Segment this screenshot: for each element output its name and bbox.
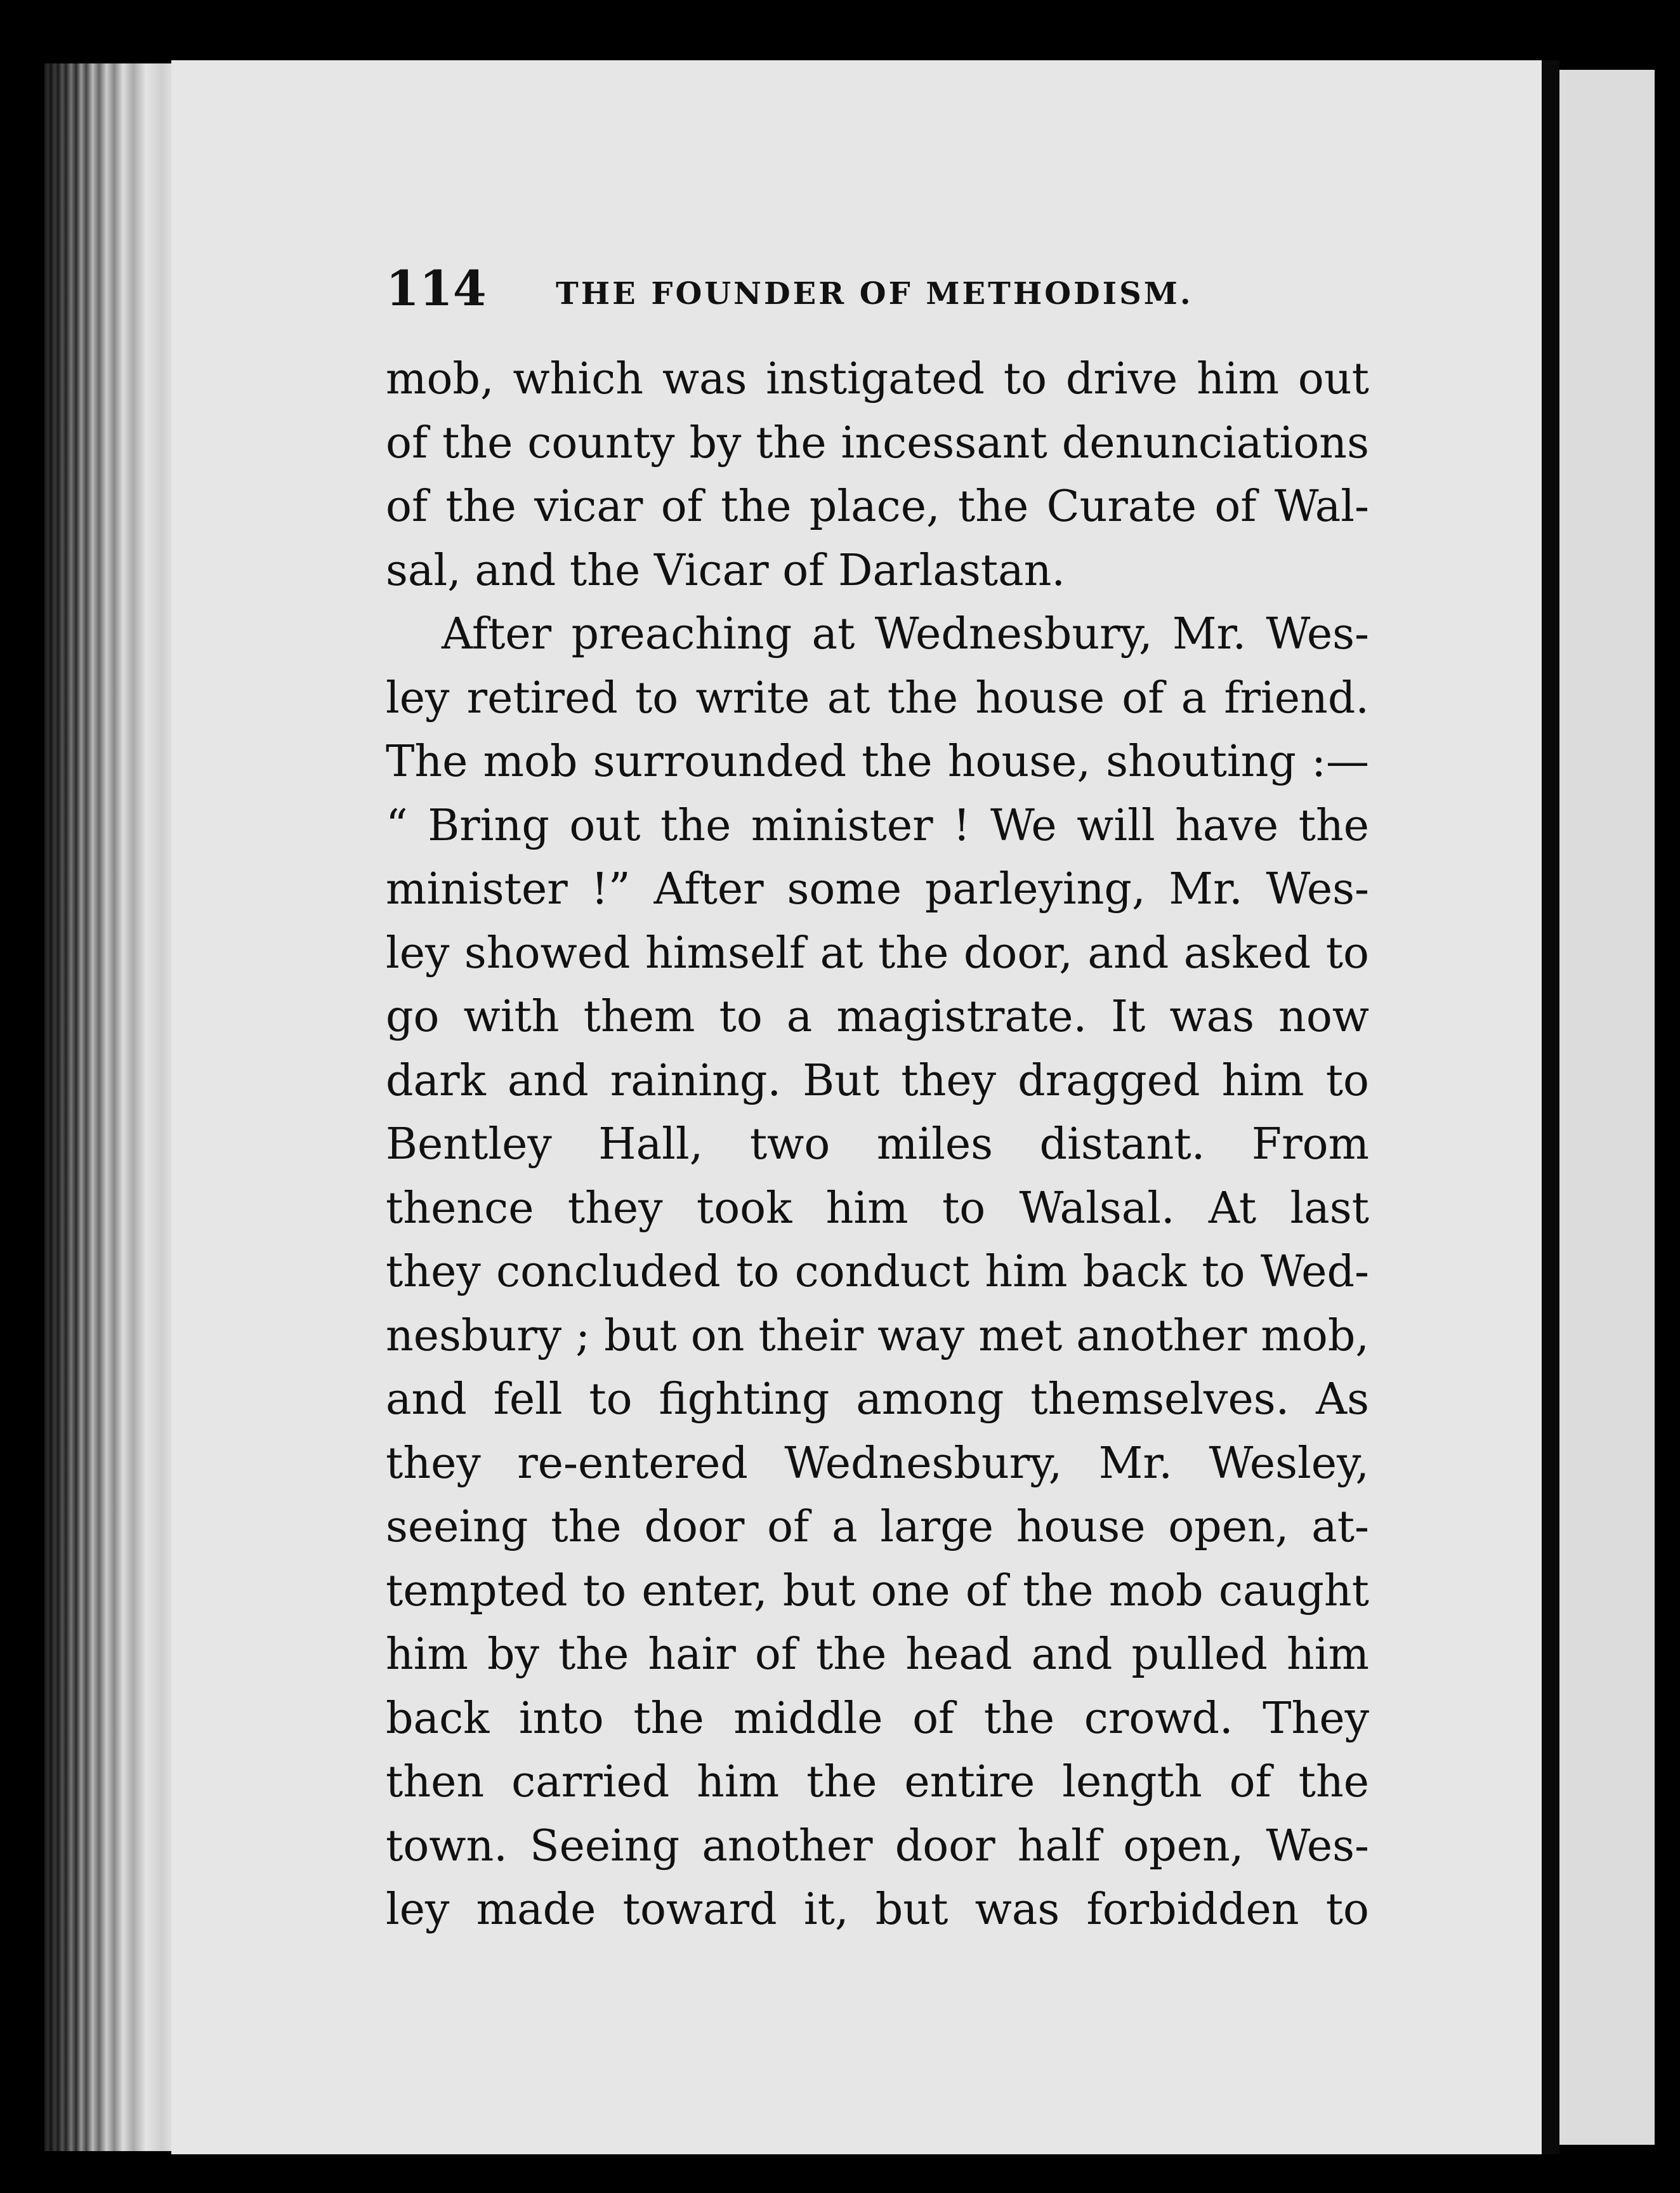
text-line: of the county by the incessant denunciations <box>386 418 1369 468</box>
book-fore-edge <box>44 63 178 2151</box>
text-line: The mob surrounded the house, shouting :— <box>386 737 1369 787</box>
text-line: him by the hair of the head and pulled him <box>386 1630 1369 1680</box>
text-line: tempted to enter, but one of the mob caught <box>386 1565 1369 1616</box>
text-line: “ Bring out the minister ! We will have the <box>386 800 1369 851</box>
text-line: dark and raining. But they dragged him to <box>386 1055 1369 1106</box>
text-line: and fell to fighting among themselves. As <box>386 1374 1369 1425</box>
page-gutter <box>1542 60 1559 2154</box>
text-line: nesbury ; but on their way met another mob, <box>386 1310 1369 1361</box>
text-line: thence they took him to Walsal. At last <box>386 1183 1369 1234</box>
text-line: Bentley Hall, two miles distant. From <box>386 1119 1369 1169</box>
running-title: THE FOUNDER OF METHODISM. <box>556 276 1193 312</box>
text-line: ley showed himself at the door, and asked to <box>386 928 1369 978</box>
text-line: ley retired to write at the house of a friend. <box>386 673 1369 723</box>
running-head <box>386 254 1375 324</box>
text-line: minister !” After some parleying, Mr. Wes- <box>386 864 1369 914</box>
text-line: back into the middle of the crowd. They <box>386 1693 1369 1744</box>
body-text <box>386 348 1369 1942</box>
text-line: After preaching at Wednesbury, Mr. Wes- <box>442 609 1369 659</box>
text-line: they concluded to conduct him back to Wed- <box>386 1247 1369 1297</box>
text-line: seeing the door of a large house open, at- <box>386 1502 1369 1552</box>
text-line: then carried him the entire length of the <box>386 1757 1369 1807</box>
text-line: of the vicar of the place, the Curate of Wal- <box>386 482 1369 532</box>
text-line: they re-entered Wednesbury, Mr. Wesley, <box>386 1438 1369 1489</box>
text-line: town. Seeing another door half open, Wes- <box>386 1821 1369 1871</box>
text-line: sal, and the Vicar of Darlastan. <box>386 545 1066 596</box>
text-line: go with them to a magistrate. It was now <box>386 992 1369 1042</box>
facing-page-edge <box>1559 70 1655 2145</box>
page-number: 114 <box>386 260 487 317</box>
text-line: mob, which was instigated to drive him out <box>386 354 1369 404</box>
text-line: ley made toward it, but was forbidden to <box>386 1885 1369 1935</box>
